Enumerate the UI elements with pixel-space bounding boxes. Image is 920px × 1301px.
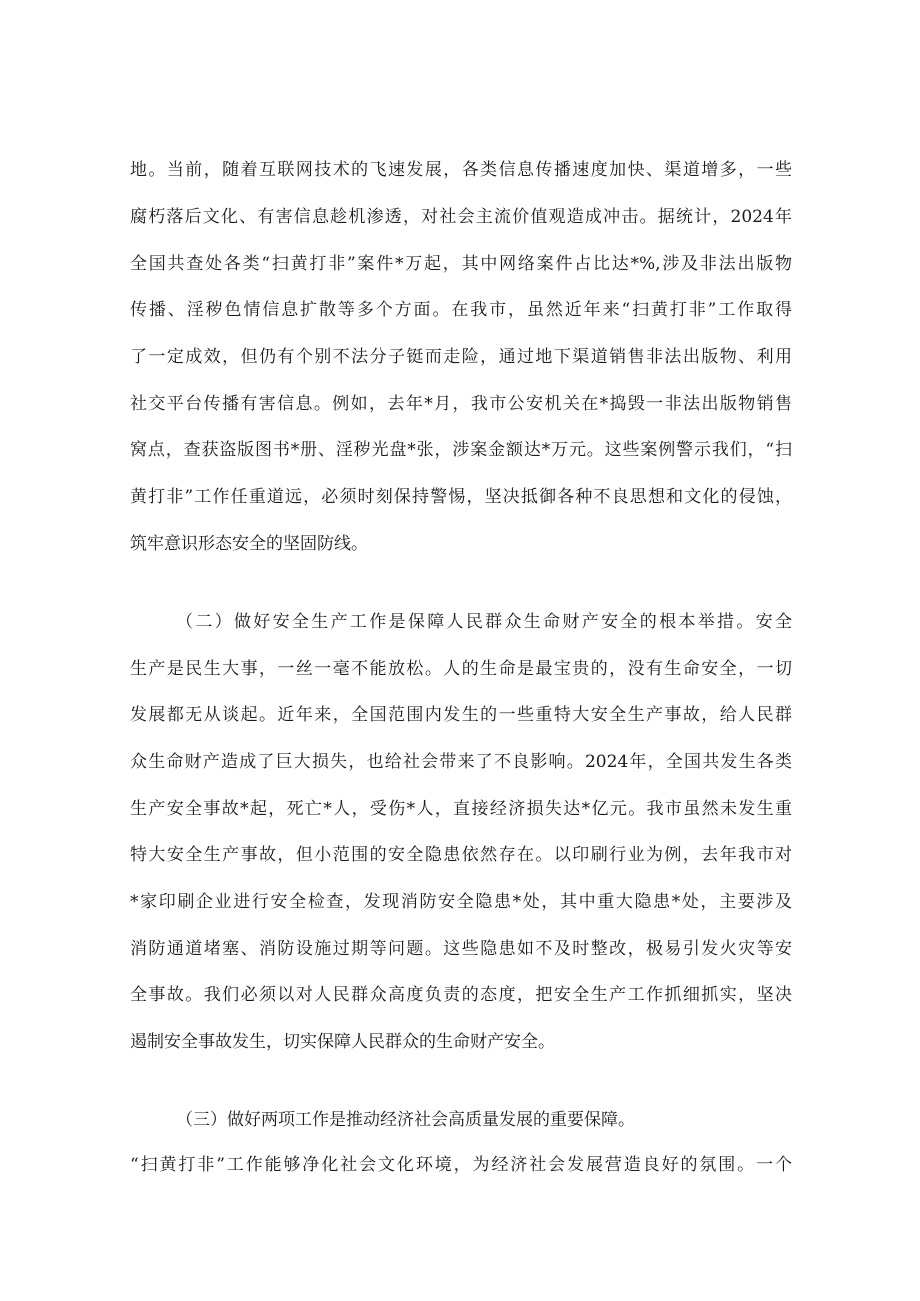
text-line: 众生命财产造成了巨大损失，也给社会带来了不良影响。2024年，全国共发生各类	[130, 752, 792, 772]
text-line: 消防通道堵塞、消防设施过期等问题。这些隐患如不及时整改，极易引发火灾等安	[130, 939, 792, 959]
text-line: 生产安全事故*起，死亡*人，受伤*人，直接经济损失达*亿元。我市虽然未发生重	[130, 799, 792, 819]
text-line: 全事故。我们必须以对人民群众高度负责的态度，把安全生产工作抓细抓实，坚决	[130, 985, 792, 1005]
paragraph-heading-line: （二）做好安全生产工作是保障人民群众生命财产安全的根本举措。安全	[176, 612, 792, 632]
text-line: 发展都无从谈起。近年来，全国范围内发生的一些重特大安全生产事故，给人民群	[130, 705, 792, 725]
text-line: 传播、淫秽色情信息扩散等多个方面。在我市，虽然近年来“扫黄打非”工作取得	[130, 300, 792, 320]
text-line: 了一定成效，但仍有个别不法分子铤而走险，通过地下渠道销售非法出版物、利用	[130, 347, 792, 367]
text-line: 地。当前，随着互联网技术的飞速发展，各类信息传播速度加快、渠道增多，一些	[130, 160, 792, 180]
text-line: 窝点，查获盗版图书*册、淫秽光盘*张，涉案金额达*万元。这些案例警示我们，“扫	[130, 440, 792, 460]
text-line: 黄打非”工作任重道远，必须时刻保持警惕，坚决抵御各种不良思想和文化的侵蚀，	[130, 487, 792, 507]
text-line: 筑牢意识形态安全的坚固防线。	[130, 534, 368, 554]
text-line: “扫黄打非”工作能够净化社会文化环境，为经济社会发展营造良好的氛围。一个	[130, 1155, 792, 1175]
text-line: 社交平台传播有害信息。例如，去年*月，我市公安机关在*捣毁一非法出版物销售	[130, 394, 792, 414]
paragraph-heading-line: （三）做好两项工作是推动经济社会高质量发展的重要保障。	[176, 1110, 635, 1130]
text-line: 遏制安全事故发生，切实保障人民群众的生命财产安全。	[130, 1032, 555, 1052]
text-line: 生产是民生大事，一丝一毫不能放松。人的生命是最宝贵的，没有生命安全，一切	[130, 659, 792, 679]
text-line: 腐朽落后文化、有害信息趁机渗透，对社会主流价值观造成冲击。据统计，2024年	[130, 207, 792, 227]
text-line: *家印刷企业进行安全检查，发现消防安全隐患*处，其中重大隐患*处，主要涉及	[130, 892, 792, 912]
text-line: 特大安全生产事故，但小范围的安全隐患依然存在。以印刷行业为例，去年我市对	[130, 845, 792, 865]
text-line: 全国共查处各类“扫黄打非”案件*万起，其中网络案件占比达*%,涉及非法出版物	[130, 254, 792, 274]
